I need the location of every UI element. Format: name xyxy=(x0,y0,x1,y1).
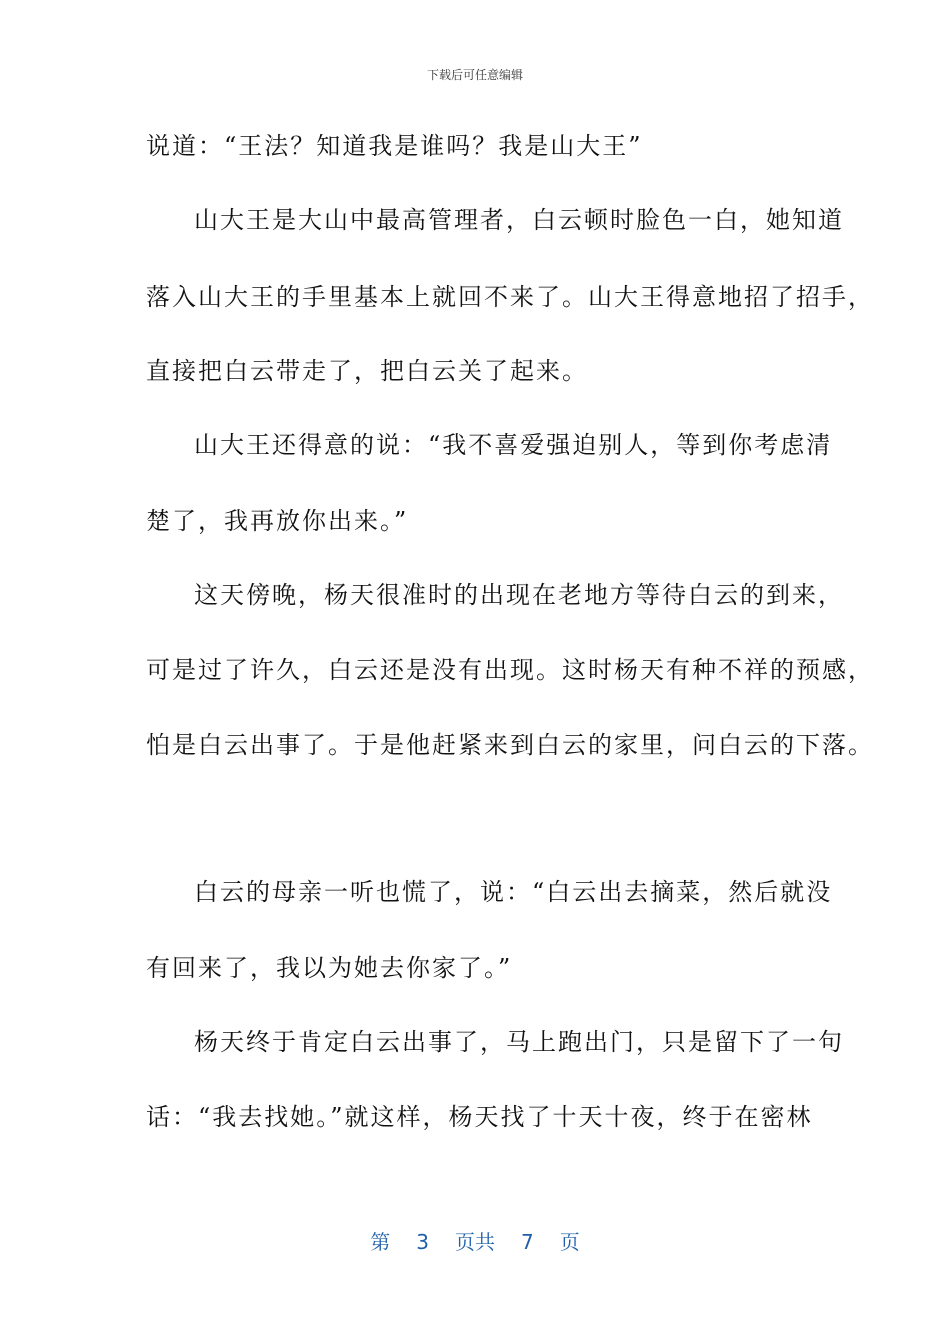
text-line: 这天傍晚，杨天很准时的出现在老地方等待白云的到来， xyxy=(194,581,844,609)
text-line: 话：“我去找她。”就这样，杨天找了十天十夜，终于在密林 xyxy=(146,1103,813,1131)
text-line: 山大王是大山中最高管理者，白云顿时脸色一白，她知道 xyxy=(194,206,844,234)
text-line: 可是过了许久，白云还是没有出现。这时杨天有种不祥的预感， xyxy=(146,656,874,684)
text-line: 落入山大王的手里基本上就回不来了。山大王得意地招了招手， xyxy=(146,283,874,311)
footer-suffix: 页 xyxy=(559,1230,580,1254)
text-line: 有回来了，我以为她去你家了。” xyxy=(146,954,513,982)
text-line: 说道：“王法？知道我是谁吗？我是山大王” xyxy=(146,132,643,160)
footer-prefix: 第 xyxy=(370,1230,391,1254)
page-header: 下载后可任意编辑 xyxy=(426,68,523,82)
text-line: 山大王还得意的说：“我不喜爱强迫别人，等到你考虑清 xyxy=(194,431,833,459)
text-line: 直接把白云带走了，把白云关了起来。 xyxy=(146,357,588,385)
text-line: 杨天终于肯定白云出事了，马上跑出门，只是留下了一句 xyxy=(194,1028,844,1056)
page-footer xyxy=(0,1226,950,1255)
current-page-number: 3 xyxy=(416,1230,429,1254)
text-line: 楚了，我再放你出来。” xyxy=(146,507,409,535)
footer-middle: 页共 xyxy=(455,1230,495,1254)
text-line: 怕是白云出事了。于是他赶紧来到白云的家里，问白云的下落。 xyxy=(146,731,874,759)
total-pages-number: 7 xyxy=(521,1230,534,1254)
text-line: 白云的母亲一听也慌了，说：“白云出去摘菜，然后就没 xyxy=(194,878,833,906)
